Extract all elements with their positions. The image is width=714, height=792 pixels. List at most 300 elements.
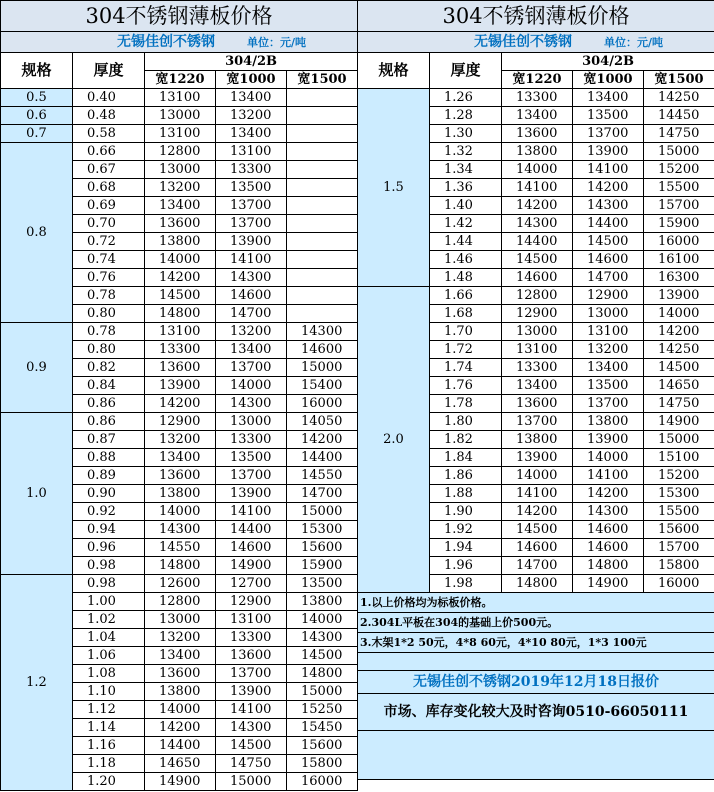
- price-1220-cell: 13000: [502, 323, 573, 341]
- thickness-cell: 1.28: [430, 107, 502, 125]
- price-1000-cell: 13700: [216, 665, 287, 683]
- thickness-cell: 1.66: [430, 287, 502, 305]
- price-1220-cell: 13100: [502, 341, 573, 359]
- price-1220-cell: 14500: [145, 287, 216, 305]
- price-1500-cell: [287, 251, 358, 269]
- thickness-cell: 0.40: [73, 89, 145, 107]
- thickness-cell: 1.74: [430, 359, 502, 377]
- spec-cell: 0.8: [1, 143, 73, 323]
- header-row: [358, 53, 714, 71]
- thickness-cell: 0.96: [73, 539, 145, 557]
- thickness-cell: 1.98: [430, 575, 502, 593]
- price-1500-cell: 16000: [287, 773, 358, 791]
- price-1220-cell: 13000: [145, 611, 216, 629]
- price-1000-cell: 14100: [216, 251, 287, 269]
- price-1500-cell: 14800: [287, 665, 358, 683]
- price-1500-cell: [287, 269, 358, 287]
- price-1500-cell: [287, 287, 358, 305]
- thickness-cell: 0.82: [73, 359, 145, 377]
- price-1500-cell: 14300: [287, 323, 358, 341]
- spec-cell: 0.6: [1, 107, 73, 125]
- price-1220-cell: 13800: [145, 233, 216, 251]
- price-1220-cell: 13100: [145, 125, 216, 143]
- price-1220-cell: 13400: [145, 449, 216, 467]
- thickness-cell: 1.82: [430, 431, 502, 449]
- spec-cell: 0.9: [1, 323, 73, 413]
- price-1000-cell: 14300: [216, 395, 287, 413]
- thickness-header: 厚度: [430, 53, 502, 89]
- price-1500-cell: 15900: [644, 215, 714, 233]
- thickness-cell: 1.00: [73, 593, 145, 611]
- price-1000-cell: 13700: [216, 467, 287, 485]
- price-1500-cell: [287, 89, 358, 107]
- price-1220-cell: 14400: [502, 233, 573, 251]
- footer-quote-row: [358, 671, 714, 694]
- price-1500-cell: 14300: [287, 629, 358, 647]
- price-1000-cell: 13900: [573, 431, 644, 449]
- price-1000-cell: 12900: [573, 287, 644, 305]
- thickness-cell: 1.46: [430, 251, 502, 269]
- thickness-cell: 1.68: [430, 305, 502, 323]
- table-row: [1, 575, 358, 593]
- thickness-cell: 0.66: [73, 143, 145, 161]
- thickness-cell: 1.08: [73, 665, 145, 683]
- price-1220-cell: 13100: [145, 323, 216, 341]
- price-1500-cell: [287, 305, 358, 323]
- width-1220-header: 宽1220: [502, 71, 573, 89]
- thickness-cell: 1.48: [430, 269, 502, 287]
- page-title: 304不锈钢薄板价格: [1, 1, 358, 32]
- thickness-cell: 1.18: [73, 755, 145, 773]
- price-1000-cell: 14100: [573, 161, 644, 179]
- price-1220-cell: 13900: [502, 449, 573, 467]
- thickness-cell: 1.10: [73, 683, 145, 701]
- thickness-cell: 1.78: [430, 395, 502, 413]
- price-1500-cell: 14700: [287, 485, 358, 503]
- thickness-cell: 1.88: [430, 485, 502, 503]
- price-1500-cell: [287, 233, 358, 251]
- price-1000-cell: 14750: [216, 755, 287, 773]
- price-1220-cell: 13000: [145, 161, 216, 179]
- thickness-cell: 0.94: [73, 521, 145, 539]
- price-1000-cell: 14600: [573, 539, 644, 557]
- thickness-cell: 0.84: [73, 377, 145, 395]
- price-1220-cell: 13600: [502, 125, 573, 143]
- company-name: 无锡佳创不锈钢: [117, 33, 215, 50]
- thickness-cell: 0.68: [73, 179, 145, 197]
- price-1500-cell: 14900: [644, 413, 714, 431]
- price-1220-cell: 14600: [502, 539, 573, 557]
- price-1000-cell: 14200: [573, 485, 644, 503]
- price-1500-cell: 15300: [644, 485, 714, 503]
- price-1220-cell: 14000: [145, 251, 216, 269]
- right-table: [357, 0, 714, 780]
- right-price-table: [357, 0, 714, 792]
- price-1500-cell: 15200: [644, 467, 714, 485]
- price-1500-cell: [287, 161, 358, 179]
- price-1220-cell: 13100: [145, 89, 216, 107]
- price-1500-cell: 14550: [287, 467, 358, 485]
- blank-row: [358, 731, 714, 780]
- table-row: [1, 413, 358, 431]
- price-1000-cell: 13400: [573, 359, 644, 377]
- price-1000-cell: 14000: [573, 449, 644, 467]
- price-1000-cell: 13600: [216, 647, 287, 665]
- price-1500-cell: 14000: [287, 611, 358, 629]
- note-row: [358, 633, 714, 653]
- price-1220-cell: 13600: [502, 395, 573, 413]
- price-1500-cell: 15000: [287, 503, 358, 521]
- note-row: [358, 593, 714, 613]
- thickness-cell: 0.90: [73, 485, 145, 503]
- price-1000-cell: 13300: [216, 629, 287, 647]
- price-1500-cell: 14250: [644, 341, 714, 359]
- price-1220-cell: 14400: [145, 737, 216, 755]
- price-1000-cell: 12900: [216, 593, 287, 611]
- grade-header: 304/2B: [502, 53, 714, 71]
- price-1000-cell: 13200: [216, 323, 287, 341]
- footer-quote: 无锡佳创不锈钢2019年12月18日报价: [358, 671, 714, 694]
- table-row: [1, 107, 358, 125]
- price-1500-cell: 14600: [287, 341, 358, 359]
- price-1500-cell: 15800: [287, 755, 358, 773]
- price-1000-cell: 14600: [216, 287, 287, 305]
- price-1000-cell: 13700: [216, 359, 287, 377]
- footer-contact: 市场、库存变化较大及时咨询0510-66050111: [358, 694, 714, 731]
- price-1500-cell: 15100: [644, 449, 714, 467]
- price-1000-cell: 14900: [573, 575, 644, 593]
- price-1500-cell: 15000: [287, 359, 358, 377]
- price-1220-cell: 13900: [145, 377, 216, 395]
- thickness-cell: 1.12: [73, 701, 145, 719]
- thickness-cell: 0.74: [73, 251, 145, 269]
- thickness-cell: 1.40: [430, 197, 502, 215]
- price-1220-cell: 14800: [145, 305, 216, 323]
- price-1220-cell: 14200: [145, 719, 216, 737]
- price-1220-cell: 13400: [502, 107, 573, 125]
- price-1500-cell: 14400: [287, 449, 358, 467]
- price-1000-cell: 13700: [216, 215, 287, 233]
- price-1500-cell: [287, 215, 358, 233]
- price-1220-cell: 12900: [145, 413, 216, 431]
- thickness-cell: 1.06: [73, 647, 145, 665]
- price-1500-cell: [287, 197, 358, 215]
- price-1220-cell: 14300: [145, 521, 216, 539]
- price-1500-cell: 15250: [287, 701, 358, 719]
- price-1500-cell: 15700: [644, 197, 714, 215]
- table-row: [1, 143, 358, 161]
- thickness-cell: 0.87: [73, 431, 145, 449]
- thickness-cell: 0.80: [73, 305, 145, 323]
- thickness-cell: 1.26: [430, 89, 502, 107]
- price-1000-cell: 15000: [216, 773, 287, 791]
- unit-label: 单位：元/吨: [247, 35, 307, 49]
- thickness-cell: 1.32: [430, 143, 502, 161]
- price-1500-cell: 15700: [644, 539, 714, 557]
- thickness-cell: 0.86: [73, 395, 145, 413]
- table-row: [358, 287, 714, 305]
- blank-cell: [358, 653, 714, 671]
- price-1000-cell: 13000: [216, 413, 287, 431]
- thickness-cell: 1.84: [430, 449, 502, 467]
- price-1220-cell: 14200: [502, 197, 573, 215]
- price-1220-cell: 14200: [502, 503, 573, 521]
- thickness-cell: 0.92: [73, 503, 145, 521]
- thickness-cell: 0.89: [73, 467, 145, 485]
- price-1000-cell: 14200: [573, 179, 644, 197]
- price-1500-cell: 15200: [644, 161, 714, 179]
- price-1500-cell: [287, 179, 358, 197]
- price-1500-cell: 16000: [644, 233, 714, 251]
- price-1000-cell: 13200: [216, 107, 287, 125]
- thickness-cell: 0.80: [73, 341, 145, 359]
- price-1220-cell: 13200: [145, 431, 216, 449]
- price-1500-cell: 16100: [644, 251, 714, 269]
- price-1500-cell: 14500: [287, 647, 358, 665]
- note-text: 2.304L平板在304的基础上价500元。: [358, 613, 714, 633]
- price-1000-cell: 14300: [573, 197, 644, 215]
- price-1000-cell: 13100: [216, 611, 287, 629]
- thickness-cell: 0.98: [73, 557, 145, 575]
- footer-contact-row: [358, 694, 714, 731]
- price-1000-cell: 13400: [216, 89, 287, 107]
- price-1000-cell: 14500: [216, 737, 287, 755]
- price-1000-cell: 14600: [573, 251, 644, 269]
- thickness-cell: 1.80: [430, 413, 502, 431]
- thickness-cell: 1.02: [73, 611, 145, 629]
- price-1220-cell: 13800: [145, 485, 216, 503]
- price-1500-cell: 15600: [287, 737, 358, 755]
- spec-cell: 1.2: [1, 575, 73, 791]
- thickness-cell: 0.76: [73, 269, 145, 287]
- price-1500-cell: 14000: [644, 305, 714, 323]
- thickness-cell: 0.67: [73, 161, 145, 179]
- price-1220-cell: 12600: [145, 575, 216, 593]
- price-1000-cell: 14300: [216, 719, 287, 737]
- width-1220-header: 宽1220: [145, 71, 216, 89]
- price-1000-cell: 13800: [573, 413, 644, 431]
- price-1500-cell: 13800: [287, 593, 358, 611]
- subtitle-row: [358, 32, 714, 53]
- price-1220-cell: 14900: [145, 773, 216, 791]
- subtitle-row: [1, 32, 358, 53]
- thickness-cell: 1.44: [430, 233, 502, 251]
- table-row: [1, 323, 358, 341]
- price-1220-cell: 14000: [145, 701, 216, 719]
- thickness-cell: 0.70: [73, 215, 145, 233]
- price-1220-cell: 12800: [145, 593, 216, 611]
- thickness-cell: 1.14: [73, 719, 145, 737]
- price-1220-cell: 12900: [502, 305, 573, 323]
- price-1500-cell: 14200: [287, 431, 358, 449]
- price-1220-cell: 13800: [502, 143, 573, 161]
- price-1500-cell: 15500: [644, 503, 714, 521]
- thickness-cell: 0.58: [73, 125, 145, 143]
- title-row: [358, 1, 714, 32]
- price-1000-cell: 14900: [216, 557, 287, 575]
- price-1220-cell: 13600: [145, 467, 216, 485]
- price-1000-cell: 13300: [216, 431, 287, 449]
- price-1000-cell: 13900: [216, 683, 287, 701]
- price-1220-cell: 13600: [145, 665, 216, 683]
- width-1500-header: 宽1500: [287, 71, 358, 89]
- spec-header: 规格: [358, 53, 430, 89]
- price-1000-cell: 13100: [216, 143, 287, 161]
- spec-cell: 1.5: [358, 89, 430, 287]
- price-1500-cell: 14650: [644, 377, 714, 395]
- thickness-cell: 1.90: [430, 503, 502, 521]
- thickness-cell: 1.30: [430, 125, 502, 143]
- price-1000-cell: 14400: [216, 521, 287, 539]
- price-1220-cell: 12800: [502, 287, 573, 305]
- company-unit-cell: [1, 32, 358, 53]
- price-1500-cell: [287, 125, 358, 143]
- price-1220-cell: 13800: [502, 431, 573, 449]
- title-row: [1, 1, 358, 32]
- thickness-cell: 0.86: [73, 413, 145, 431]
- thickness-cell: 1.42: [430, 215, 502, 233]
- price-1000-cell: 14700: [216, 305, 287, 323]
- price-1000-cell: 13700: [573, 395, 644, 413]
- spec-header: 规格: [1, 53, 73, 89]
- price-1220-cell: 13600: [145, 215, 216, 233]
- price-1500-cell: 14200: [644, 323, 714, 341]
- price-1000-cell: 13500: [216, 449, 287, 467]
- note-text: 1.以上价格均为标板价格。: [358, 593, 714, 613]
- price-1500-cell: 15300: [287, 521, 358, 539]
- table-row: [358, 89, 714, 107]
- price-1220-cell: 14600: [502, 269, 573, 287]
- price-1000-cell: 13300: [216, 161, 287, 179]
- thickness-cell: 0.78: [73, 323, 145, 341]
- price-1000-cell: 13200: [573, 341, 644, 359]
- price-1000-cell: 13400: [216, 125, 287, 143]
- thickness-cell: 1.20: [73, 773, 145, 791]
- price-1220-cell: 14800: [502, 575, 573, 593]
- price-1000-cell: 13100: [573, 323, 644, 341]
- price-1000-cell: 13500: [573, 377, 644, 395]
- price-1220-cell: 13600: [145, 359, 216, 377]
- thickness-cell: 0.72: [73, 233, 145, 251]
- price-1000-cell: 13000: [573, 305, 644, 323]
- thickness-cell: 1.04: [73, 629, 145, 647]
- price-1000-cell: 13700: [216, 197, 287, 215]
- width-1500-header: 宽1500: [644, 71, 714, 89]
- company-name: 无锡佳创不锈钢: [474, 33, 572, 50]
- price-1220-cell: 13700: [502, 413, 573, 431]
- thickness-cell: 0.88: [73, 449, 145, 467]
- price-1500-cell: 15000: [644, 431, 714, 449]
- thickness-cell: 1.36: [430, 179, 502, 197]
- blank-row: [358, 653, 714, 671]
- price-1220-cell: 14000: [502, 467, 573, 485]
- price-1500-cell: 14250: [644, 89, 714, 107]
- price-1500-cell: 16300: [644, 269, 714, 287]
- price-1000-cell: 14800: [573, 557, 644, 575]
- thickness-cell: 1.94: [430, 539, 502, 557]
- price-1000-cell: 14100: [216, 503, 287, 521]
- price-1220-cell: 12800: [145, 143, 216, 161]
- grade-header: 304/2B: [145, 53, 358, 71]
- note-text: 3.木架1*2 50元，4*8 60元，4*10 80元，1*3 100元: [358, 633, 714, 653]
- price-1000-cell: 14300: [216, 269, 287, 287]
- price-1500-cell: 16000: [644, 575, 714, 593]
- price-1500-cell: 13900: [644, 287, 714, 305]
- thickness-cell: 1.72: [430, 341, 502, 359]
- width-1000-header: 宽1000: [573, 71, 644, 89]
- price-1500-cell: 15800: [644, 557, 714, 575]
- price-1000-cell: 13500: [216, 179, 287, 197]
- price-1000-cell: 14600: [573, 521, 644, 539]
- thickness-cell: 0.98: [73, 575, 145, 593]
- price-1000-cell: 14300: [573, 503, 644, 521]
- price-1500-cell: 14450: [644, 107, 714, 125]
- spec-cell: 0.5: [1, 89, 73, 107]
- price-1220-cell: 14100: [502, 485, 573, 503]
- price-1500-cell: 15000: [287, 683, 358, 701]
- blank-cell: [358, 731, 714, 780]
- thickness-cell: 1.76: [430, 377, 502, 395]
- unit-label: 单位：元/吨: [604, 35, 664, 49]
- price-1500-cell: 14750: [644, 395, 714, 413]
- price-1220-cell: 14700: [502, 557, 573, 575]
- spec-cell: 2.0: [358, 287, 430, 593]
- price-1000-cell: 13900: [573, 143, 644, 161]
- thickness-cell: 1.70: [430, 323, 502, 341]
- price-1220-cell: 14000: [502, 161, 573, 179]
- price-1220-cell: 14550: [145, 539, 216, 557]
- price-1220-cell: 13400: [502, 377, 573, 395]
- price-1000-cell: 14100: [573, 467, 644, 485]
- price-1220-cell: 13300: [502, 89, 573, 107]
- price-1220-cell: 14300: [502, 215, 573, 233]
- thickness-cell: 1.86: [430, 467, 502, 485]
- price-1500-cell: 15900: [287, 557, 358, 575]
- price-1220-cell: 14800: [145, 557, 216, 575]
- price-1000-cell: 13700: [573, 125, 644, 143]
- price-1500-cell: 15000: [644, 143, 714, 161]
- price-1000-cell: 14100: [216, 701, 287, 719]
- price-1000-cell: 14600: [216, 539, 287, 557]
- company-unit-cell: [358, 32, 714, 53]
- price-1000-cell: 14400: [573, 215, 644, 233]
- table-row: [1, 89, 358, 107]
- price-1500-cell: 15600: [644, 521, 714, 539]
- width-1000-header: 宽1000: [216, 71, 287, 89]
- price-1220-cell: 13400: [145, 197, 216, 215]
- thickness-cell: 1.16: [73, 737, 145, 755]
- spec-cell: 0.7: [1, 125, 73, 143]
- price-1500-cell: 15600: [287, 539, 358, 557]
- thickness-header: 厚度: [73, 53, 145, 89]
- price-1220-cell: 13200: [145, 629, 216, 647]
- price-1000-cell: 13900: [216, 233, 287, 251]
- page-title: 304不锈钢薄板价格: [358, 1, 714, 32]
- price-1500-cell: 14500: [644, 359, 714, 377]
- price-1220-cell: 14200: [145, 269, 216, 287]
- price-1500-cell: [287, 143, 358, 161]
- price-1500-cell: 13500: [287, 575, 358, 593]
- price-1500-cell: 16000: [287, 395, 358, 413]
- price-1000-cell: 13400: [216, 341, 287, 359]
- price-1500-cell: 15500: [644, 179, 714, 197]
- price-1220-cell: 13400: [145, 647, 216, 665]
- thickness-cell: 0.69: [73, 197, 145, 215]
- price-1220-cell: 13300: [145, 341, 216, 359]
- spec-cell: 1.0: [1, 413, 73, 575]
- price-1220-cell: 13300: [502, 359, 573, 377]
- price-1000-cell: 12700: [216, 575, 287, 593]
